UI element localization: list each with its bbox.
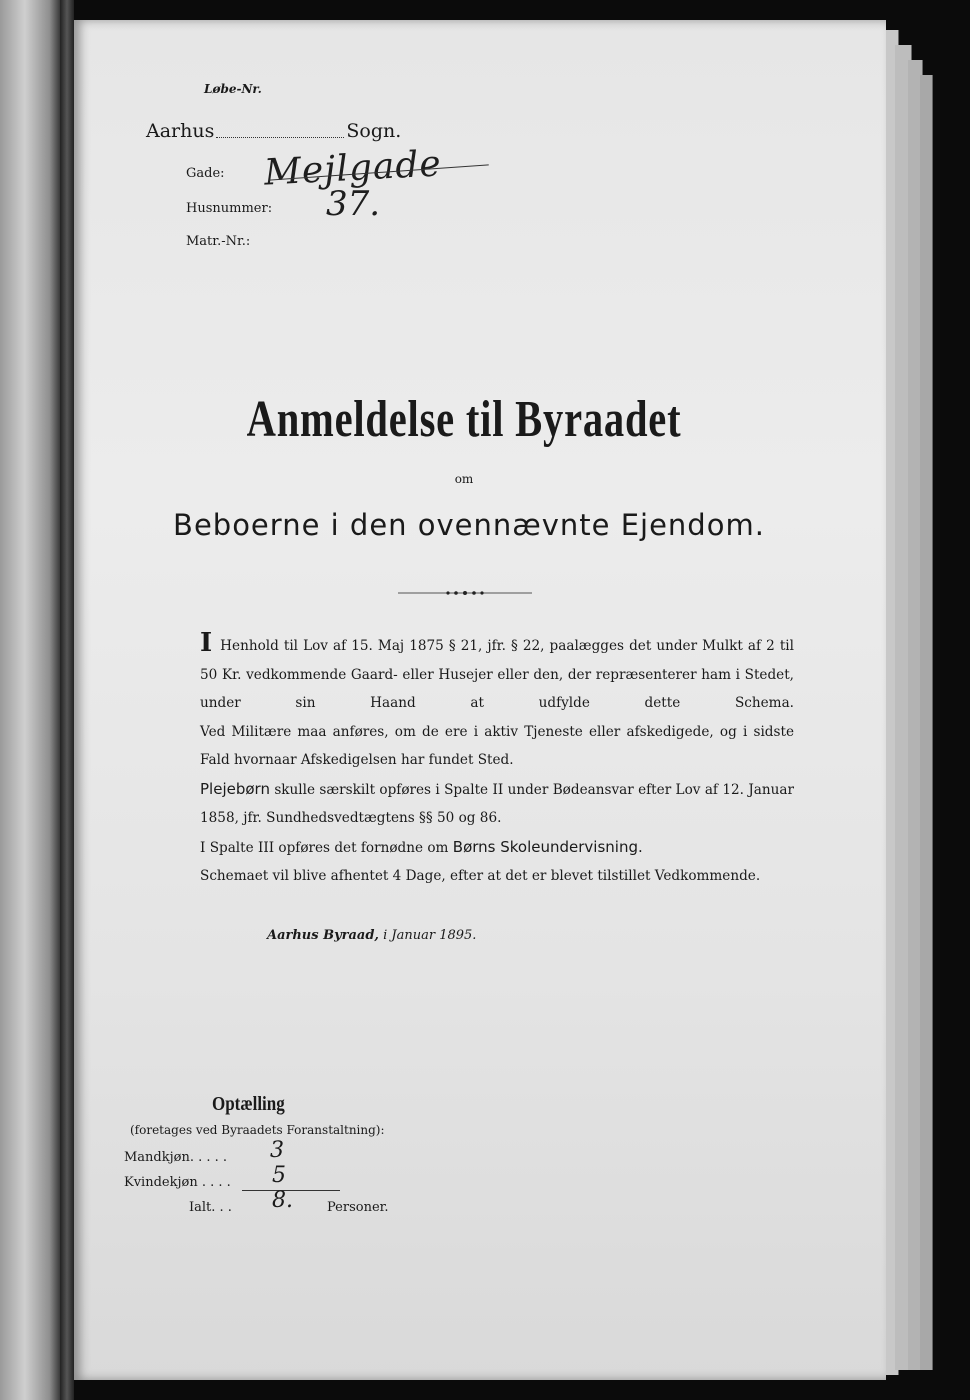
- signoff-date: i Januar 1895.: [383, 928, 477, 943]
- count-subtitle: (foretages ved Byraadets Foranstaltning):: [130, 1123, 385, 1137]
- city-label: Aarhus: [146, 120, 215, 142]
- count-title: Optælling: [212, 1093, 285, 1115]
- document-title: Anmeldelse til Byraadet: [246, 391, 682, 448]
- signoff: [267, 928, 476, 943]
- dropcap-letter: I: [200, 628, 213, 658]
- school-education-emphasis: Børns Skoleundervisning.: [452, 837, 643, 856]
- ornamental-divider: [398, 591, 532, 595]
- document-subtitle: Beboerne i den ovennævnte Ejendom.: [173, 508, 765, 542]
- document-page: [74, 20, 886, 1380]
- street-label: Gade:: [186, 166, 225, 181]
- paragraph-school-pre: I Spalte III opføres det fornødne om: [200, 839, 449, 856]
- female-count-label: Kvindekjøn . . . .: [124, 1175, 231, 1190]
- paragraph-military: Ved Militære maa anføres, om de ere i aktiv Tjeneste eller afskedigede, og i sidste Fald hvornaar Afskedigelsen har fundet Sted.: [200, 723, 794, 768]
- paragraph-foster-children: skulle særskilt opføres i Spalte II under Bødeansvar efter Lov af 12. Januar 1858, jfr. Sundhedsvedtægtens §§ 50 og 86.: [200, 781, 794, 826]
- book-gutter: [60, 0, 74, 1400]
- male-count-label: Mandkjøn. . . . .: [124, 1150, 228, 1165]
- lobe-nr-label: Løbe-Nr.: [204, 82, 262, 96]
- male-count-handwritten-value: 3: [270, 1138, 284, 1163]
- signoff-authority: Aarhus Byraad,: [267, 928, 379, 943]
- paragraph-collection: Schemaet vil blive afhentet 4 Dage, efter at det er blevet tilstillet Vedkommende.: [200, 868, 761, 884]
- parish-line: [146, 120, 401, 142]
- foster-children-heading: Plejebørn: [200, 779, 270, 798]
- house-number-label: Husnummer:: [186, 201, 273, 216]
- facing-page-edge: [0, 0, 62, 1400]
- page-stack-edge: [920, 75, 933, 1370]
- cadastral-number-label: Matr.-Nr.:: [186, 234, 251, 249]
- total-count-label: Ialt. . .: [189, 1200, 232, 1215]
- parish-label: Sogn.: [346, 120, 402, 142]
- house-number-handwritten-value: 37.: [326, 184, 381, 224]
- street-handwritten-value: Mejlgade: [263, 143, 443, 194]
- dotted-fill-line: [216, 137, 344, 138]
- persons-label: Personer.: [327, 1200, 389, 1215]
- total-count-handwritten-value: 8.: [272, 1188, 293, 1213]
- paragraph-law: Henhold til Lov af 15. Maj 1875 § 21, jfr. § 22, paalægges det under Mulkt af 2 til 50 Kr. vedkommende Gaard- eller Husejer eller den, der repræsenterer ham i Stedet, under sin Haand at udfylde dette Schema.: [200, 638, 794, 711]
- title-connector: om: [454, 472, 474, 486]
- instructions-text: [130, 628, 794, 891]
- female-count-handwritten-value: 5: [272, 1163, 286, 1188]
